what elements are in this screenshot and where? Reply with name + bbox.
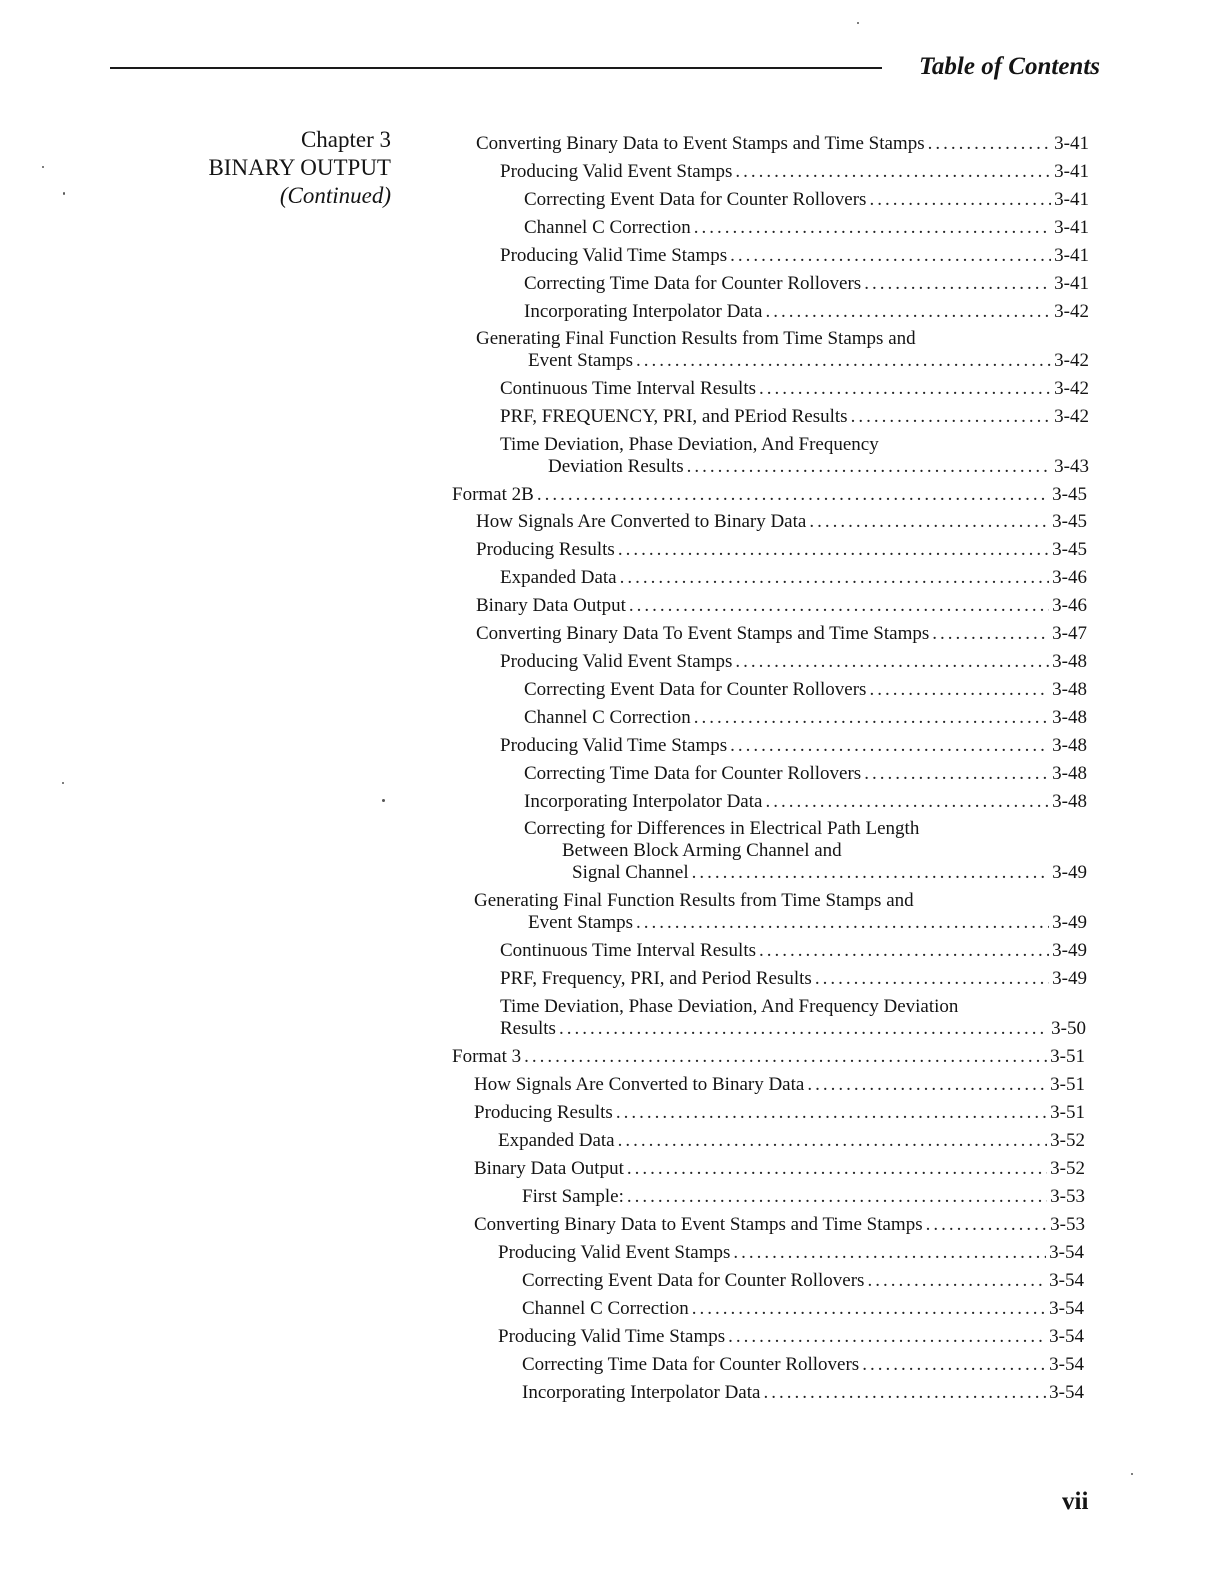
- toc-entry: [524, 679, 1087, 701]
- toc-entry-title: Deviation Results: [548, 456, 684, 477]
- toc-entry-title: Correcting Time Data for Counter Rollovers: [524, 763, 862, 784]
- toc-dot-leader: [636, 350, 1051, 372]
- scan-speck: [42, 166, 44, 168]
- toc-entry: [476, 133, 1089, 155]
- toc-entry-page: 3-41: [1054, 217, 1089, 238]
- toc-entry: [476, 511, 1087, 533]
- toc-entry-title: Correcting Time Data for Counter Rollovers: [524, 273, 862, 294]
- toc-entry-title: Incorporating Interpolator Data: [522, 1382, 761, 1403]
- toc-entry-page: 3-52: [1050, 1158, 1085, 1179]
- toc-entry-title: Event Stamps: [528, 912, 634, 933]
- toc-entry-page: 3-54: [1049, 1242, 1084, 1263]
- toc-dot-leader: [926, 1214, 1048, 1236]
- toc-entry-title: Producing Valid Event Stamps: [500, 651, 733, 672]
- toc-entry-title-line: Time Deviation, Phase Deviation, And Frequency Deviation: [500, 996, 959, 1017]
- toc-dot-leader: [932, 623, 1049, 645]
- toc-dot-leader: [815, 968, 1049, 990]
- toc-entry: [498, 1326, 1084, 1348]
- toc-dot-leader: [730, 735, 1049, 757]
- toc-entry: [500, 968, 1087, 990]
- scan-speck: [857, 22, 859, 24]
- toc-dot-leader: [618, 539, 1049, 561]
- toc-entry-page: 3-42: [1054, 406, 1089, 427]
- toc-entry-page: 3-46: [1052, 595, 1087, 616]
- toc-dot-leader: [694, 217, 1051, 239]
- toc-entry: [500, 406, 1089, 428]
- toc-dot-leader: [862, 1354, 1046, 1376]
- toc-dot-leader: [730, 245, 1051, 267]
- toc-dot-leader: [867, 1270, 1046, 1292]
- toc-entry: [524, 217, 1089, 239]
- toc-entry-title: Producing Valid Time Stamps: [500, 735, 728, 756]
- toc-entry: [498, 1130, 1085, 1152]
- toc-entry-page: 3-48: [1052, 679, 1087, 700]
- toc-entry-title: Producing Results: [474, 1102, 613, 1123]
- toc-dot-leader: [618, 1130, 1048, 1152]
- page-number: vii: [1062, 1488, 1089, 1515]
- toc-entry: [474, 1214, 1085, 1236]
- toc-dot-leader: [763, 1382, 1046, 1404]
- toc-entry: [500, 735, 1087, 757]
- scan-speck: [1131, 1473, 1133, 1475]
- toc-entry: [476, 595, 1087, 617]
- toc-entry-title: Binary Data Output: [476, 595, 626, 616]
- chapter-continued-note: (Continued): [279, 183, 391, 208]
- toc-entry: [498, 1242, 1084, 1264]
- toc-entry-title: Converting Binary Data To Event Stamps and Time Stamps: [476, 623, 930, 644]
- toc-entry-page: 3-51: [1050, 1074, 1085, 1095]
- toc-entry-title: Results: [500, 1018, 556, 1039]
- toc-entry-page: 3-41: [1054, 245, 1089, 266]
- toc-dot-leader: [928, 133, 1052, 155]
- toc-dot-leader: [636, 912, 1049, 934]
- toc-entry-title: Producing Valid Time Stamps: [500, 245, 728, 266]
- toc-entry-title: Event Stamps: [528, 350, 634, 371]
- toc-dot-leader: [537, 484, 1049, 506]
- toc-entry-page: 3-48: [1052, 735, 1087, 756]
- toc-entry-title: Channel C Correction: [524, 217, 691, 238]
- toc-entry-title: Format 3: [452, 1046, 522, 1067]
- toc-entry-title: Converting Binary Data to Event Stamps and Time Stamps: [474, 1214, 923, 1235]
- toc-entry-page: 3-51: [1050, 1102, 1085, 1123]
- toc-entry-title: Correcting Event Data for Counter Rollovers: [524, 679, 867, 700]
- toc-entry-title: Binary Data Output: [474, 1158, 624, 1179]
- toc-entry-page: 3-45: [1052, 539, 1087, 560]
- toc-entry-page: 3-45: [1052, 511, 1087, 532]
- scan-speck: [62, 782, 64, 784]
- toc-entry-page: 3-48: [1052, 763, 1087, 784]
- toc-entry-page: 3-54: [1049, 1270, 1084, 1291]
- toc-entry-page: 3-54: [1049, 1354, 1084, 1375]
- toc-dot-leader: [869, 189, 1051, 211]
- toc-entry-title: First Sample:: [522, 1186, 624, 1207]
- toc-entry-title: Expanded Data: [498, 1130, 615, 1151]
- chapter-number: Chapter 3: [300, 127, 391, 152]
- toc-entry-title: Format 2B: [452, 484, 534, 505]
- toc-entry-title: Producing Results: [476, 539, 615, 560]
- toc-entry-page: 3-47: [1052, 623, 1087, 644]
- toc-entry: [524, 301, 1089, 323]
- toc-entry-page: 3-49: [1052, 968, 1087, 989]
- toc-dot-leader: [627, 1186, 1047, 1208]
- toc-dot-leader: [864, 763, 1049, 785]
- toc-entry-title: Incorporating Interpolator Data: [524, 791, 763, 812]
- toc-dot-leader: [616, 1102, 1047, 1124]
- toc-entry: [500, 651, 1087, 673]
- toc-dot-leader: [759, 940, 1049, 962]
- toc-entry-page: 3-48: [1052, 707, 1087, 728]
- toc-entry-title: Correcting Event Data for Counter Rollovers: [524, 189, 867, 210]
- toc-dot-leader: [687, 456, 1052, 478]
- toc-entry-page: 3-51: [1050, 1046, 1085, 1067]
- toc-entry: [522, 1354, 1084, 1376]
- toc-entry-page: 3-45: [1052, 484, 1087, 505]
- toc-dot-leader: [627, 1158, 1047, 1180]
- toc-entry-title-line: Generating Final Function Results from Time Stamps and: [474, 890, 914, 911]
- scan-speck: [63, 192, 65, 195]
- toc-entry-page: 3-42: [1054, 301, 1089, 322]
- toc-entry-title: How Signals Are Converted to Binary Data: [474, 1074, 805, 1095]
- toc-dot-leader: [765, 791, 1049, 813]
- toc-entry-title-line: Time Deviation, Phase Deviation, And Frequency: [500, 434, 879, 455]
- toc-entry: [528, 350, 1089, 372]
- toc-entry-page: 3-53: [1050, 1214, 1085, 1235]
- toc-entry-page: 3-48: [1052, 651, 1087, 672]
- toc-entry-page: 3-49: [1052, 940, 1087, 961]
- toc-entry: [474, 1102, 1085, 1124]
- toc-dot-leader: [759, 378, 1051, 400]
- toc-dot-leader: [559, 1018, 1048, 1040]
- toc-entry: [474, 1074, 1085, 1096]
- toc-entry-title: Producing Valid Time Stamps: [498, 1326, 726, 1347]
- toc-entry-title: Continuous Time Interval Results: [500, 940, 756, 961]
- toc-entry-page: 3-41: [1054, 189, 1089, 210]
- toc-entry-title: Converting Binary Data to Event Stamps and Time Stamps: [476, 133, 925, 154]
- toc-entry: [528, 912, 1087, 934]
- toc-dot-leader: [692, 1298, 1046, 1320]
- toc-entry: [500, 1018, 1086, 1040]
- toc-entry-title: PRF, FREQUENCY, PRI, and PEriod Results: [500, 406, 848, 427]
- toc-entry-title: Incorporating Interpolator Data: [524, 301, 763, 322]
- toc-entry: [500, 567, 1087, 589]
- toc-entry-title-line: Between Block Arming Channel and: [562, 840, 842, 861]
- toc-entry-title-line: Generating Final Function Results from Time Stamps and: [476, 328, 916, 349]
- toc-dot-leader: [692, 862, 1050, 884]
- toc-dot-leader: [629, 595, 1049, 617]
- toc-entry-title: Correcting Event Data for Counter Rollovers: [522, 1270, 865, 1291]
- toc-entry-page: 3-41: [1054, 133, 1089, 154]
- toc-entry-page: 3-41: [1054, 273, 1089, 294]
- toc-entry-page: 3-52: [1050, 1130, 1085, 1151]
- toc-entry-page: 3-54: [1049, 1382, 1084, 1403]
- toc-dot-leader: [733, 1242, 1046, 1264]
- toc-entry: [452, 1046, 1085, 1068]
- toc-entry-title: Producing Valid Event Stamps: [498, 1242, 731, 1263]
- toc-dot-leader: [869, 679, 1049, 701]
- toc-entry-page: 3-54: [1049, 1326, 1084, 1347]
- toc-entry: [524, 189, 1089, 211]
- toc-entry: [476, 623, 1087, 645]
- toc-dot-leader: [851, 406, 1052, 428]
- toc-entry: [524, 763, 1087, 785]
- toc-entry: [524, 707, 1087, 729]
- toc-entry-page: 3-53: [1050, 1186, 1085, 1207]
- toc-entry: [476, 539, 1087, 561]
- toc-entry-title: Producing Valid Event Stamps: [500, 161, 733, 182]
- toc-entry: [524, 791, 1087, 813]
- toc-entry: [522, 1298, 1084, 1320]
- toc-entry: [500, 245, 1089, 267]
- toc-entry-title: Signal Channel: [572, 862, 689, 883]
- toc-entry-page: 3-49: [1052, 862, 1087, 883]
- toc-entry: [500, 161, 1089, 183]
- toc-entry-page: 3-54: [1049, 1298, 1084, 1319]
- toc-entry: [524, 273, 1089, 295]
- toc-dot-leader: [765, 301, 1051, 323]
- toc-entry-title: Expanded Data: [500, 567, 617, 588]
- toc-entry-title: Channel C Correction: [524, 707, 691, 728]
- toc-entry: [500, 940, 1087, 962]
- toc-entry-title-line: Correcting for Differences in Electrical Path Length: [524, 818, 920, 839]
- toc-dot-leader: [524, 1046, 1047, 1068]
- toc-entry: [522, 1186, 1085, 1208]
- toc-entry-page: 3-42: [1054, 350, 1089, 371]
- chapter-title: BINARY OUTPUT: [208, 155, 391, 180]
- toc-dot-leader: [735, 651, 1049, 673]
- toc-entry: [522, 1270, 1084, 1292]
- toc-dot-leader: [694, 707, 1049, 729]
- toc-entry: [522, 1382, 1084, 1404]
- toc-entry: [548, 456, 1089, 478]
- running-header-title: Table of Contents: [918, 53, 1100, 80]
- toc-entry-title: How Signals Are Converted to Binary Data: [476, 511, 807, 532]
- toc-entry: [474, 1158, 1085, 1180]
- toc-entry-title: PRF, Frequency, PRI, and Period Results: [500, 968, 812, 989]
- toc-entry-page: 3-46: [1052, 567, 1087, 588]
- toc-dot-leader: [728, 1326, 1046, 1348]
- toc-dot-leader: [864, 273, 1051, 295]
- toc-entry-title: Channel C Correction: [522, 1298, 689, 1319]
- toc-entry: [500, 378, 1089, 400]
- toc-dot-leader: [735, 161, 1051, 183]
- toc-entry-page: 3-49: [1052, 912, 1087, 933]
- toc-entry-page: 3-43: [1054, 456, 1089, 477]
- toc-dot-leader: [807, 1074, 1047, 1096]
- toc-entry-page: 3-48: [1052, 791, 1087, 812]
- scan-speck: [382, 799, 385, 802]
- toc-entry-page: 3-41: [1054, 161, 1089, 182]
- toc-entry: [572, 862, 1087, 884]
- toc-entry-title: Correcting Time Data for Counter Rollovers: [522, 1354, 860, 1375]
- toc-dot-leader: [809, 511, 1049, 533]
- toc-entry-page: 3-50: [1051, 1018, 1086, 1039]
- toc-entry: [452, 484, 1087, 506]
- toc-entry-page: 3-42: [1054, 378, 1089, 399]
- toc-dot-leader: [620, 567, 1050, 589]
- toc-entry-title: Continuous Time Interval Results: [500, 378, 756, 399]
